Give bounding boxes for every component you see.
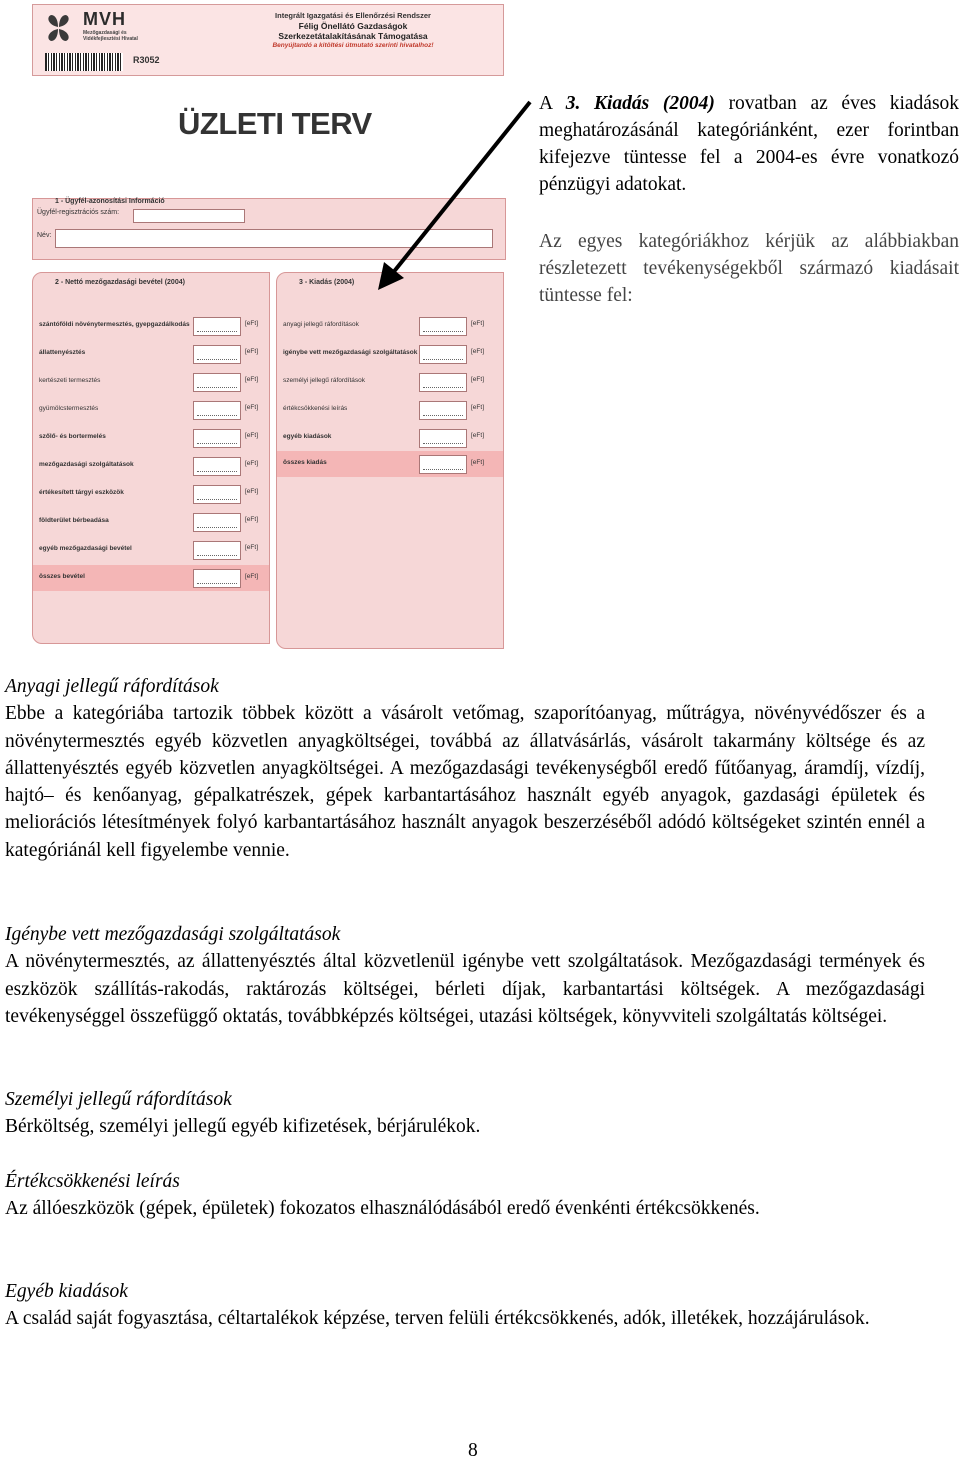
expense-row-label: igénybe vett mezőgazdasági szolgáltatások: [283, 349, 418, 356]
expense-row-field[interactable]: [419, 401, 467, 420]
client-id-label: Ügyfél-regisztrációs szám:: [37, 209, 120, 216]
section-heading: Anyagi jellegű ráfordítások: [5, 676, 219, 697]
intro-paragraph-1: [539, 90, 959, 198]
expense-row-unit: [eFt]: [471, 432, 485, 439]
expense-total-row: [277, 451, 503, 477]
barcode: [45, 53, 123, 71]
revenue-row-field[interactable]: [193, 345, 241, 364]
revenue-row-label: mezőgazdasági szolgáltatások: [39, 461, 134, 468]
expense-row: [283, 343, 509, 365]
mvh-logo-icon: [43, 13, 73, 43]
revenue-row-field[interactable]: [193, 541, 241, 560]
section-heading: Igénybe vett mezőgazdasági szolgáltatások: [5, 924, 341, 945]
expense-row-field[interactable]: [419, 345, 467, 364]
revenue-total-row: [33, 565, 269, 591]
revenue-row-field[interactable]: [193, 429, 241, 448]
form-code: R3052: [133, 55, 160, 65]
section-anyagi: [5, 673, 925, 864]
section-heading: Egyéb kiadások: [5, 1281, 128, 1302]
revenue-row-field[interactable]: [193, 317, 241, 336]
form-title: ÜZLETI TERV: [178, 106, 372, 141]
expense-row-label: személyi jellegű ráfordítások: [283, 377, 366, 384]
header-line-3: Szerkezetátalakításának Támogatása: [278, 31, 428, 41]
expense-row-label: anyagi jellegű ráfordítások: [283, 321, 359, 328]
header-note: Benyújtandó a kitöltési útmutató szerinti hivatalhoz!: [272, 42, 434, 49]
revenue-section: [32, 272, 270, 644]
revenue-row-field[interactable]: [193, 513, 241, 532]
expense-row: [283, 427, 509, 449]
revenue-row-unit: [eFt]: [245, 516, 259, 523]
section-body: A család saját fogyasztása, céltartalékok képzése, terven felüli értékcsökkenés, adók, illetékek, hozzájárulások.: [5, 1308, 870, 1330]
header-line-2: Félig Önellátó Gazdaságok: [298, 21, 408, 31]
revenue-row-unit: [eFt]: [245, 404, 259, 411]
revenue-row: [39, 455, 275, 477]
expense-row-unit: [eFt]: [471, 404, 485, 411]
intro-text-2: Az egyes kategóriákhoz kérjük az alábbiakban részletezett tevékenységekből származó kiadásait tüntesse fel:: [539, 231, 959, 306]
revenue-row-label: szőlő- és bortermelés: [39, 433, 106, 440]
name-label: Név:: [37, 232, 52, 239]
section-body: Az állóeszközök (gépek, épületek) fokozatos elhasználódásából eredő évenkénti értékcsökkenés.: [5, 1198, 760, 1220]
section-heading: Személyi jellegű ráfordítások: [5, 1089, 232, 1110]
expense-row-field[interactable]: [419, 373, 467, 392]
revenue-row: [39, 483, 275, 505]
expense-section: [276, 272, 504, 649]
form-header: [32, 4, 504, 76]
expense-total-unit: [eFt]: [471, 459, 485, 466]
revenue-row-field[interactable]: [193, 373, 241, 392]
revenue-total-unit: [eFt]: [245, 573, 259, 580]
revenue-row-label: földterület bérbeadása: [39, 517, 109, 524]
intro-a: A: [539, 93, 553, 114]
revenue-row: [39, 371, 275, 393]
expense-row: [283, 399, 509, 421]
revenue-row: [39, 539, 275, 561]
expense-header: 3 - Kiadás (2004): [299, 279, 355, 286]
section-heading: Értékcsökkenési leírás: [5, 1171, 180, 1192]
intro-rest: rovatban az éves kiadások meghatározásánál kategóriánként, ezer forintban kifejezve tüntesse fel a 2004-es évre vonatkozó pénzügyi adatokat.: [539, 93, 960, 195]
header-line-1: Integrált Igazgatási és Ellenőrzési Rendszer: [275, 11, 431, 20]
revenue-row: [39, 315, 275, 337]
revenue-row-unit: [eFt]: [245, 320, 259, 327]
revenue-row: [39, 511, 275, 533]
revenue-row-unit: [eFt]: [245, 488, 259, 495]
pointer-arrow-icon: [370, 96, 540, 296]
expense-row-unit: [eFt]: [471, 348, 485, 355]
revenue-row-label: értékesített tárgyi eszközök: [39, 489, 124, 496]
revenue-total-label: összes bevétel: [39, 573, 85, 580]
revenue-row: [39, 343, 275, 365]
intro-paragraph-2: [539, 228, 959, 309]
expense-total-field[interactable]: [419, 455, 467, 474]
page-number: 8: [468, 1440, 478, 1461]
section-ertekcsokkenes: [5, 1168, 925, 1223]
revenue-row-label: állattenyésztés: [39, 349, 86, 356]
client-id-field[interactable]: [133, 209, 245, 223]
expense-row-field[interactable]: [419, 429, 467, 448]
expense-row: [283, 315, 509, 337]
revenue-total-field[interactable]: [193, 569, 241, 588]
section-body: Bérköltség, személyi jellegű egyéb kifizetések, bérjárulékok.: [5, 1116, 481, 1138]
revenue-row-field[interactable]: [193, 401, 241, 420]
expense-row-label: értékcsökkenési leírás: [283, 405, 348, 412]
client-info-header: 1 - Ügyfél-azonosítási Információ: [55, 198, 165, 205]
revenue-row-unit: [eFt]: [245, 460, 259, 467]
section-body: Ebbe a kategóriába tartozik többek között a vásárolt vetőmag, szaporítóanyag, műtrágya, növényvédőszer és a növénytermesztés egyéb közvetlen anyagköltségei, továbbá az állatvásárlás, vásárolt takarmány költsége és az állattenyésztés egyéb közvetlen anyagköltségei. A mezőgazdasági tevékenységből eredő fűtőanyag, áramdíj, vízdíj, hajtó– és kenőanyag, gépalkatrészek, gépek karbantartásához használt egyéb anyagok, gazdasági épületek és meliorációs létesítmények folyó karbantartásához használt anyagok beszerzéséből adódó költségeket szintén ennél a kategóriánál kell figyelembe vennie.: [5, 703, 925, 861]
revenue-row-label: szántóföldi növénytermesztés, gyepgazdálkodás: [39, 321, 190, 328]
section-igenybe: [5, 921, 925, 1030]
expense-row-label: egyéb kiadások: [283, 433, 332, 440]
revenue-row-field[interactable]: [193, 485, 241, 504]
revenue-row-label: gyümölcstermesztés: [39, 405, 99, 412]
logo-name: MVH: [83, 9, 126, 29]
section-szemelyi: [5, 1086, 925, 1141]
expense-row-unit: [eFt]: [471, 376, 485, 383]
revenue-row-field[interactable]: [193, 457, 241, 476]
revenue-header: 2 - Nettó mezőgazdasági bevétel (2004): [55, 279, 185, 286]
intro-rovat: 3. Kiadás (2004): [565, 93, 715, 114]
header-text: [203, 11, 503, 51]
logo-subtitle: Mezőgazdasági és Vidékfejlesztési Hivatal: [83, 30, 138, 42]
revenue-row-unit: [eFt]: [245, 432, 259, 439]
section-egyeb: [5, 1278, 925, 1333]
revenue-row-label: egyéb mezőgazdasági bevétel: [39, 545, 132, 552]
expense-total-label: összes kiadás: [283, 459, 327, 466]
expense-row-field[interactable]: [419, 317, 467, 336]
revenue-row-unit: [eFt]: [245, 376, 259, 383]
section-body: A növénytermesztés, az állattenyésztés által közvetlenül igénybe vett szolgáltatások. Mezőgazdasági termények és eszközök szállítás-rakodás, raktározás költségei, bérleti díjak, karbantartási költségek. A mezőgazdasági tevékenységgel összefüggő oktatás, továbbképzés költségei, utazási költségek, könyvviteli szolgáltatás költségei.: [5, 951, 925, 1027]
revenue-row-unit: [eFt]: [245, 348, 259, 355]
expense-row: [283, 371, 509, 393]
revenue-row-unit: [eFt]: [245, 544, 259, 551]
expense-row-unit: [eFt]: [471, 320, 485, 327]
revenue-row: [39, 399, 275, 421]
revenue-row-label: kertészeti termesztés: [39, 377, 101, 384]
revenue-row: [39, 427, 275, 449]
